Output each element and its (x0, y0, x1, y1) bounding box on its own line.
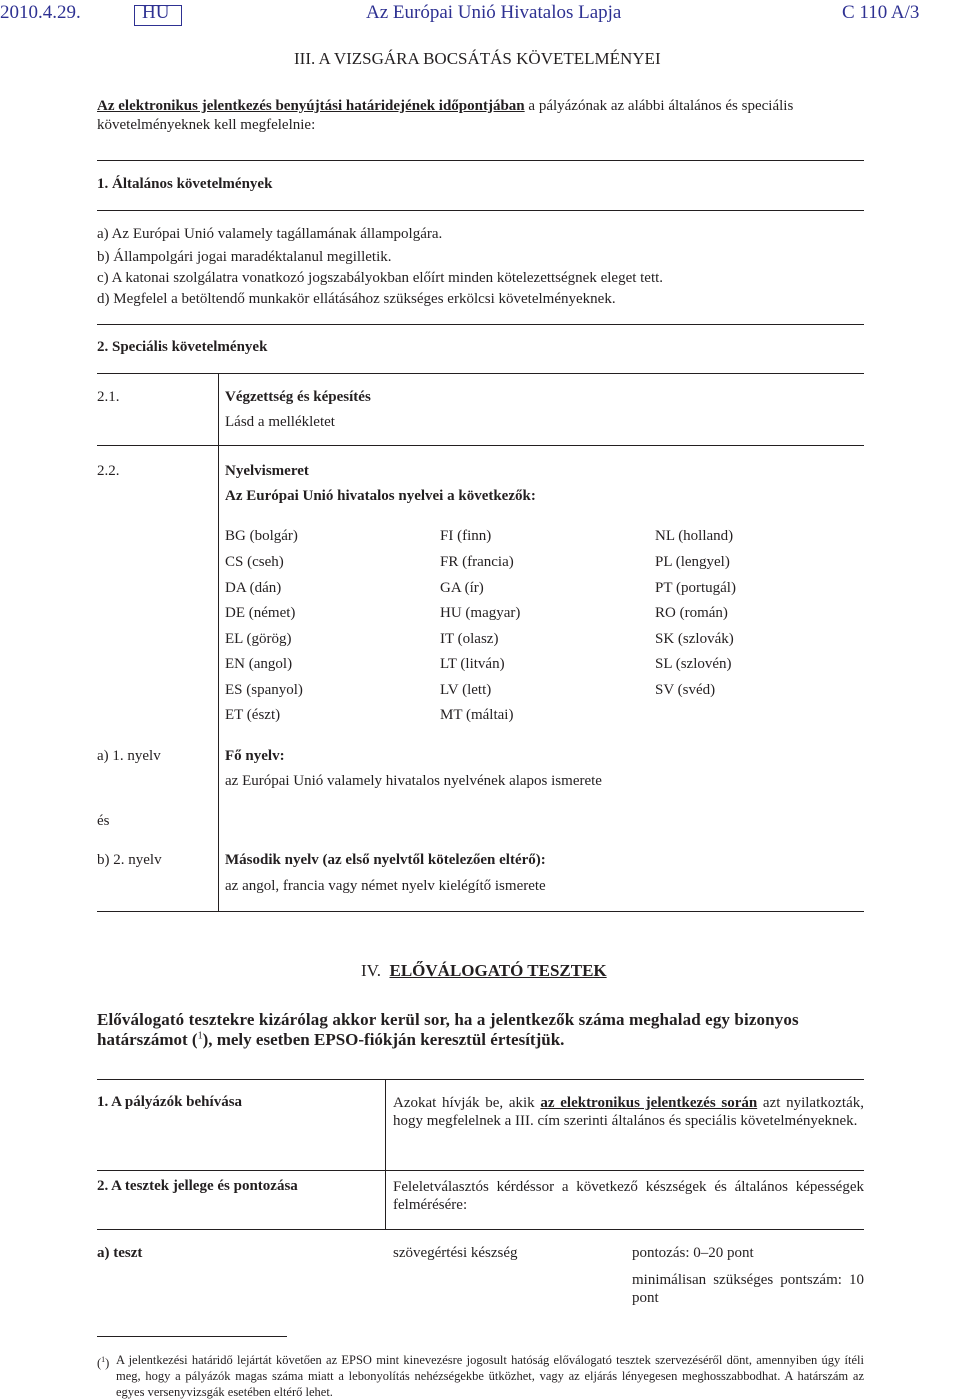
divider (97, 324, 864, 325)
section-4-intro-line1: Előválogató tesztekre kizárólag akkor kerül sor, ha a jelentkezők száma meghalad egy bizonyos (97, 1010, 799, 1029)
test-a-points: pontozás: 0–20 pont (632, 1245, 754, 1261)
footnote-separator (97, 1336, 287, 1337)
divider (97, 210, 864, 211)
language-item: LT (litván) (440, 656, 505, 672)
general-item-d: d) Megfelel a betöltendő munkakör ellátásához szükséges erkölcsi követelményeknek. (97, 291, 616, 307)
intro-text-b: ), mely esetben EPSO-fiókján keresztül értesítjük. (202, 1030, 565, 1049)
language-item: HU (magyar) (440, 605, 521, 621)
language-item: ES (spanyol) (225, 682, 303, 698)
section-3-intro-line2: követelményeknek kell megfelelnie: (97, 117, 316, 133)
column-separator (385, 1171, 386, 1229)
general-item-c: c) A katonai szolgálatra vonatkozó jogszabályokban előírt minden kötelezettségnek eleget tett. (97, 270, 664, 286)
footnote-number: 1 (101, 1355, 106, 1364)
language-item: LV (lett) (440, 682, 492, 698)
language-item: FR (francia) (440, 554, 514, 570)
second-language-title: Második nyelv (az első nyelvtől kötelezően eltérő): (225, 852, 546, 868)
intro-text-a: határszámot ( (97, 1030, 198, 1049)
journal-title: Az Európai Unió Hivatalos Lapja (366, 2, 622, 23)
language-item: MT (máltai) (440, 707, 514, 723)
section-2-1-text: Lásd a mellékletet (225, 414, 335, 430)
column-separator (218, 374, 219, 911)
divider (97, 160, 864, 161)
section-3-title: III. A VIZSGÁRA BOCSÁTÁS KÖVETELMÉNYEI (294, 49, 661, 68)
test-nature-text: Feleletválasztós kérdéssor a következő készségek és általános képességek felmérésére: (393, 1179, 864, 1213)
second-language-label: b) 2. nyelv (97, 852, 162, 868)
divider (97, 373, 864, 374)
second-language-text: az angol, francia vagy német nyelv kielégítő ismerete (225, 878, 546, 894)
language-item: EL (görög) (225, 631, 292, 647)
language-item: IT (olasz) (440, 631, 499, 647)
language-item: EN (angol) (225, 656, 293, 672)
language-item: SL (szlovén) (655, 656, 732, 672)
section-4-number: IV. (361, 961, 381, 980)
first-language-text: az Európai Unió valamely hivatalos nyelvének alapos ismerete (225, 773, 602, 789)
section-4-intro-line2 (97, 1030, 564, 1050)
language-item: PT (portugál) (655, 580, 736, 596)
divider (97, 1079, 864, 1080)
language-item: BG (bolgár) (225, 528, 298, 544)
section-2-2-title: Nyelvismeret (225, 463, 309, 479)
publication-date: 2010.4.29. (0, 2, 81, 23)
footnote-reference: 1 (197, 1030, 203, 1042)
general-item-b: b) Állampolgári jogai maradéktalanul megilletik. (97, 249, 392, 265)
invitation-text-b: azt nyilatkozták, hogy megfelelnek a III. cím szerinti általános és speciális követelményeknek. (393, 1095, 864, 1129)
language-item: PL (lengyel) (655, 554, 730, 570)
invitation-text (393, 1094, 864, 1130)
language-item: DE (német) (225, 605, 296, 621)
language-item: SV (svéd) (655, 682, 716, 698)
section-2-1-title: Végzettség és képesítés (225, 389, 371, 405)
and-label: és (97, 813, 110, 829)
section-4-title (361, 961, 607, 981)
test-a-label: a) teszt (97, 1245, 143, 1261)
page-number: C 110 A/3 (842, 2, 920, 23)
test-a-minimum: minimálisan szükséges pontszám: 10 pont (632, 1272, 864, 1306)
invitation-label: 1. A pályázók behívása (97, 1094, 243, 1110)
divider (97, 911, 864, 912)
invitation-text-a: Azokat hívják be, akik (393, 1095, 541, 1111)
column-separator (385, 1080, 386, 1171)
language-item: NL (holland) (655, 528, 734, 544)
first-language-label: a) 1. nyelv (97, 748, 161, 764)
footnote-text: A jelentkezési határidő lejártát követően az EPSO mint kinevezésre jogosult hatóság előválogató tesztek szervezéséről dönt, amennyiben úgy ítéli meg, hogy a pályázók magas száma miatt a lebonyolítás nehézségekbe ütközhet, vagy az eljárás lényegesen meghosszabbodhat. A határszám az egyes versenyvizsgák esetében eltérő lehet. (116, 1353, 864, 1399)
language-item: RO (román) (655, 605, 728, 621)
first-language-title: Fő nyelv: (225, 748, 285, 764)
section-4-heading: ELŐVÁLOGATÓ TESZTEK (389, 961, 607, 980)
divider (97, 445, 864, 446)
language-code: HU (142, 2, 170, 23)
language-item: FI (finn) (440, 528, 492, 544)
language-item: DA (dán) (225, 580, 282, 596)
language-item: CS (cseh) (225, 554, 284, 570)
section-2-2-subtitle: Az Európai Unió hivatalos nyelvei a következők: (225, 488, 536, 504)
test-nature-label: 2. A tesztek jellege és pontozása (97, 1178, 298, 1194)
language-item: ET (észt) (225, 707, 281, 723)
test-a-skill: szövegértési készség (393, 1245, 518, 1261)
footnote-marker: ($^1$) (97, 1355, 110, 1371)
language-item: SK (szlovák) (655, 631, 734, 647)
language-item: GA (ír) (440, 580, 484, 596)
section-2-2-number: 2.2. (97, 463, 120, 479)
section-3-intro (97, 98, 793, 115)
divider (97, 1170, 864, 1171)
intro-rest-text: a pályázónak az alábbi általános és speciális (524, 98, 794, 114)
intro-bold-text: Az elektronikus jelentkezés benyújtási határidejének időpontjában (97, 98, 525, 114)
section-2-1-number: 2.1. (97, 389, 120, 405)
general-item-a: a) Az Európai Unió valamely tagállamának állampolgára. (97, 226, 443, 242)
divider (97, 1229, 864, 1230)
special-requirements-heading: 2. Speciális követelmények (97, 339, 268, 355)
general-requirements-heading: 1. Általános követelmények (97, 176, 273, 192)
invitation-text-underlined: az elektronikus jelentkezés során (540, 1095, 758, 1111)
